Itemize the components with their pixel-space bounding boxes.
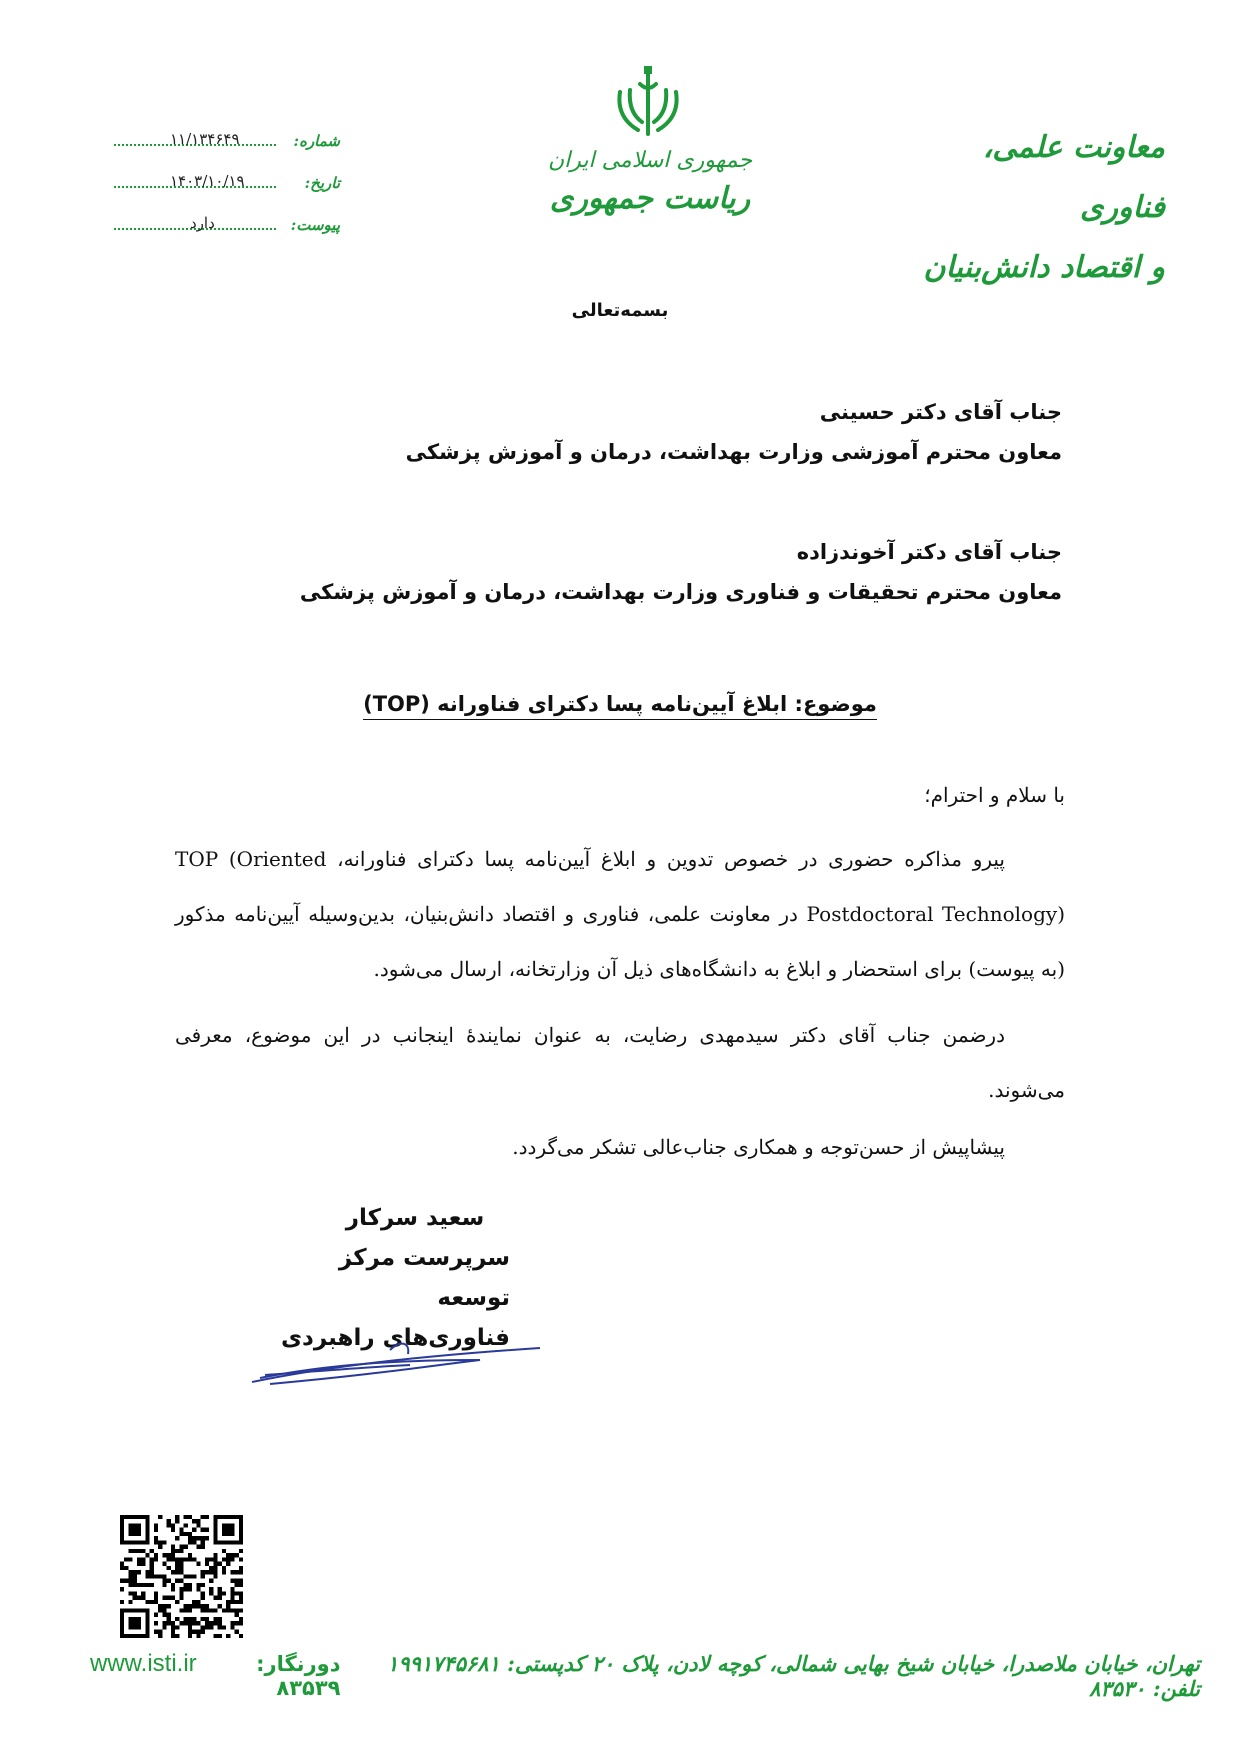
signatory-name: سعید سرکار (345, 1205, 485, 1231)
signatory-title-1: سرپرست مرکز توسعه (338, 1245, 510, 1311)
body-paragraph-1: پیرو مذاکره حضوری در خصوص تدوین و ابلاغ آیین‌نامه پسا دکترای فناورانه، TOP (Oriented Postdoctoral Technology) در معاونت علمی، فناوری و اقتصاد دانش‌بنیان، بدین‌وسیله آیین‌نامه مذکور (به پیوست) برای استحضار و ابلاغ به دانشگاه‌های ذیل آن وزارتخانه، ارسال می‌شود. (175, 847, 1065, 981)
emblem-line-1: جمهوری اسلامی ایران (547, 148, 753, 173)
letter-number-label: شماره: (293, 132, 340, 150)
organization-name (905, 118, 1165, 298)
organization-line-2: و اقتصاد دانش‌بنیان (923, 250, 1165, 285)
addressee-1 (162, 392, 1062, 472)
addressee-1-name: جناب آقای دکتر حسینی (819, 400, 1062, 424)
letter-subject (0, 692, 1240, 716)
emblem-line-2: ریاست جمهوری (549, 181, 751, 216)
letter-date-row (110, 174, 340, 216)
addressee-1-title: معاون محترم آموزشی وزارت بهداشت، درمان و آموزش پزشکی (405, 440, 1062, 464)
postal-address: تهران، خیابان ملاصدرا، خیابان شیخ بهایی شمالی، کوچه لادن، پلاک ۲۰ کدپستی: ۱۹۹۱۷۴۵۶۸۱ تلفن: ۸۳۵۳۰ (387, 1651, 1200, 1701)
handwritten-signature (250, 1320, 550, 1390)
organization-line-1: معاونت علمی، فناوری (982, 130, 1165, 225)
greeting: با سلام و احترام؛ (924, 783, 1065, 807)
closing-line: پیشاپیش از حسن‌توجه و همکاری جناب‌عالی تشکر می‌گردد. (512, 1135, 1005, 1159)
letter-number-value: ۱۱/۱۳۴۶۴۹ (170, 130, 240, 148)
iran-emblem-icon (608, 62, 688, 142)
body-paragraph-2: درضمن جناب آقای دکتر سیدمهدی رضایت، به عنوان نمایندۀ اینجانب در این موضوع، معرفی می‌شوند. (175, 1023, 1065, 1102)
website-link[interactable]: www.isti.ir (90, 1650, 197, 1677)
letter-attachment-label: پیوست: (290, 216, 340, 234)
fax-number: دورنگار: ۸۳۵۳۹ (256, 1652, 341, 1700)
letter-date-value: ۱۴۰۳/۱۰/۱۹ (170, 172, 245, 190)
qr-code-icon (120, 1515, 243, 1638)
letter-footer (90, 1650, 1200, 1701)
addressee-2 (162, 532, 1062, 612)
subject-text: موضوع: ابلاغ آیین‌نامه پسا دکترای فناورانه (TOP) (363, 692, 877, 720)
signatory-title-2: فناوری‌های راهبردی (280, 1325, 510, 1351)
letter-attachment-value: دارد (190, 214, 215, 232)
letter-date-label: تاریخ: (304, 174, 340, 192)
addressee-2-name: جناب آقای دکتر آخوندزاده (796, 540, 1062, 564)
emblem-caption (520, 148, 780, 216)
letter-attachment-row (110, 216, 340, 258)
bismillah: بسمه‌تعالی (571, 300, 669, 321)
addressee-2-title: معاون محترم تحقیقات و فناوری وزارت بهداشت، درمان و آموزش پزشکی (299, 580, 1062, 604)
letter-number-row (110, 132, 340, 174)
letter-meta (110, 132, 340, 258)
